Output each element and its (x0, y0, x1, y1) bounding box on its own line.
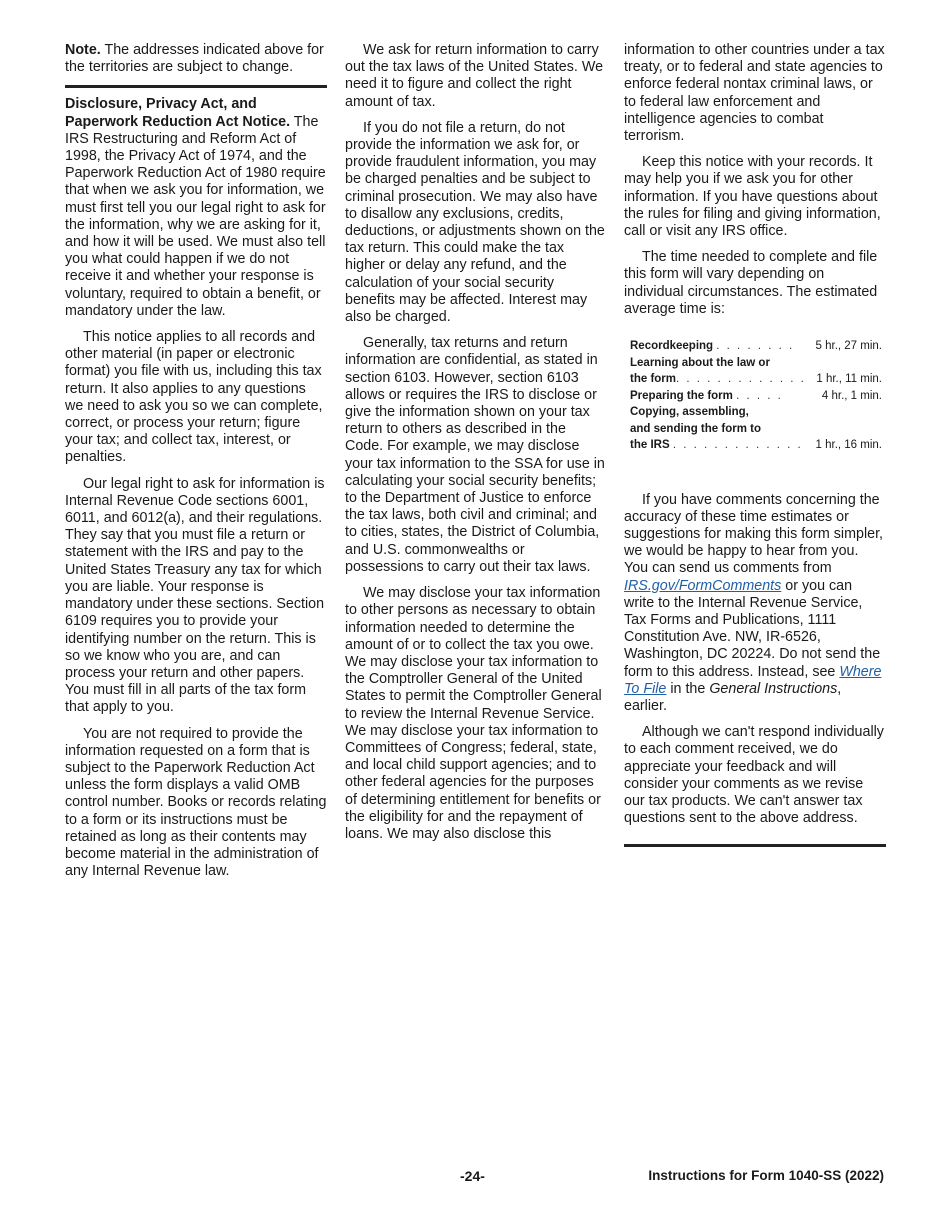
return-info-paragraph: We ask for return information to carry out the tax laws of the United States. We need it to figure and collect the right amount of tax. (345, 42, 604, 110)
time-row-preparing (630, 388, 882, 405)
confidentiality-paragraph: Generally, tax returns and return information are confidential, as stated in section 6103. However, section 6103 allows or requires the IRS to disclose or give the information shown on your tax return to others as described in the Code. For example, we may disclose your tax information to the SSA for use in calculating your social security benefits; to the Department of Justice to enforce the tax laws, both civil and criminal; and to cities, states, the District of Columbia, and U.S. commonwealths or possessions to carry out their tax laws. (345, 335, 605, 575)
column-1 (65, 42, 327, 889)
comments-paragraph (624, 492, 886, 716)
treaty-paragraph: information to other countries under a tax treaty, or to federal and state agencies to enforce federal nontax criminal laws, or to federal law enforcement and intelligence agencies to combat terrorism. (624, 42, 885, 145)
penalties-paragraph: If you do not file a return, do not provide the information we ask for, or provide fraudulent information, you may be charged penalties and be subject to criminal prosecution. We may also have to disallow any exclusions, credits, deductions, or adjustments shown on the tax return. This could make the tax higher or delay any refund, and the calculation of your social security benefits may be affected. Interest may also be charged. (345, 119, 605, 326)
time-row-value: 5 hr., 27 min. (815, 340, 882, 353)
time-row-label: the IRS (630, 439, 670, 452)
omb-paragraph: You are not required to provide the information requested on a form that is subject to the Paperwork Reduction Act unless the form displays a valid OMB control number. Books or records relating to a form or its instructions must be retained as long as their contents may become material in the administration of any Internal Revenue law. (65, 725, 327, 880)
column-2 (345, 42, 607, 852)
disclosure-heading: Disclosure, Privacy Act, and Paperwork Reduction Act Notice. (65, 96, 291, 130)
column-3 (624, 42, 886, 847)
time-row-recordkeeping (630, 338, 882, 355)
leader-dots: . . . . . . . . . . . . . (672, 439, 803, 452)
note-text: The addresses indicated above for the territories are subject to change. (65, 42, 324, 76)
where-to-file-link[interactable]: Where To File (624, 663, 882, 697)
leader-dots: . . . . . (736, 389, 783, 402)
page-number: -24- (460, 1168, 485, 1184)
time-row-learning (630, 355, 882, 388)
disclosure-others-paragraph: We may disclose your tax information to other persons as necessary to obtain information needed to determine the amount of or to collect the tax you owe. We may disclose your tax information to the Comptroller General of the United States to permit the Comptroller General to review the Internal Revenue Service. We may disclose your tax information to Committees of Congress; federal, state, and local child support agencies; and to other federal agencies for the purposes of determining entitlement for benefits or the eligibility for and the repayment of loans. We may also disclose this (345, 585, 602, 842)
note-label: Note. (65, 42, 101, 58)
time-row-value: 4 hr., 1 min. (821, 389, 882, 402)
time-row-value: 1 hr., 16 min. (815, 439, 882, 452)
time-row-value: 1 hr., 11 min. (816, 373, 882, 386)
leader-dots: . . . . . . . . (716, 340, 795, 353)
keep-notice-paragraph: Keep this notice with your records. It may help you if we ask you for other information. If you have questions about the rules for filing and giving information, call or visit any IRS office. (624, 154, 881, 240)
disclosure-paragraph (65, 96, 327, 320)
comments-text-2: or you can write to the Internal Revenue Service, Tax Forms and Publications, 1111 Constitution Ave. NW, IR-6526, Washington, DC 20224. Do not send the form to this address. Instead, see (624, 577, 881, 680)
feedback-paragraph: Although we can't respond individually to each comment received, we do appreciate your feedback and will consider your comments as we revise our tax products. We can't answer tax questions sent to the above address. (624, 724, 884, 827)
time-needed-paragraph: The time needed to complete and file this form will vary depending on individual circumstances. The estimated average time is: (624, 249, 878, 317)
time-row-label: Preparing the form (630, 389, 733, 402)
time-row-label: Recordkeeping (630, 340, 714, 353)
document-title: Instructions for Form 1040-SS (2022) (648, 1168, 884, 1183)
time-row-copying (630, 404, 882, 454)
form-comments-link[interactable]: IRS.gov/FormComments (624, 577, 782, 594)
disclosure-text: The IRS Restructuring and Reform Act of 1998, the Privacy Act of 1974, and the Paperwork Reduction Act of 1980 require that when we ask you for information, we must first tell you our legal right to ask for the information, why we are asking for it, and how it will be used. We must also tell you what could happen if we do not receive it and whether your response is voluntary, required to obtain a benefit, or mandatory under the law. (65, 113, 326, 319)
time-estimate-table (630, 338, 882, 454)
time-row-label-line2: and sending the form to (630, 422, 761, 435)
time-row-label-line1: Learning about the law or (630, 356, 770, 369)
legal-right-paragraph: Our legal right to ask for information is Internal Revenue Code sections 6001, 6011, and 6012(a), and their regulations. They say that you must file a return or statement with the IRS and pay to the United States Treasury any tax for which you are liable. Your response is mandatory under these sections. Section 6109 requires you to provide your identifying number on the return. This is so we know who you are, and can process your return and other papers. You must fill in all parts of the tax form that apply to you. (65, 475, 325, 716)
time-row-label: the form (630, 373, 676, 386)
leader-dots: . . . . . . . . . . . . . (676, 373, 806, 386)
comments-text-3: in the (666, 680, 710, 697)
end-divider (624, 844, 886, 847)
comments-text: If you have comments concerning the accuracy of these time estimates or suggestions for making this form simpler, we would be happy to hear from you. You can send us comments from (624, 491, 884, 577)
notice-applies-paragraph: This notice applies to all records and other material (in paper or electronic format) you file with us, including this tax return. It also applies to any questions we need to ask you so we can complete, correct, or process your return; figure your tax; and collect tax, interest, or penalties. (65, 329, 323, 466)
section-divider (65, 85, 327, 88)
time-row-label-line1: Copying, assembling, (630, 406, 749, 419)
general-instructions-ref: General Instructions (709, 680, 838, 697)
comments-text-4: , earlier. (624, 680, 842, 714)
note-paragraph (65, 42, 327, 76)
